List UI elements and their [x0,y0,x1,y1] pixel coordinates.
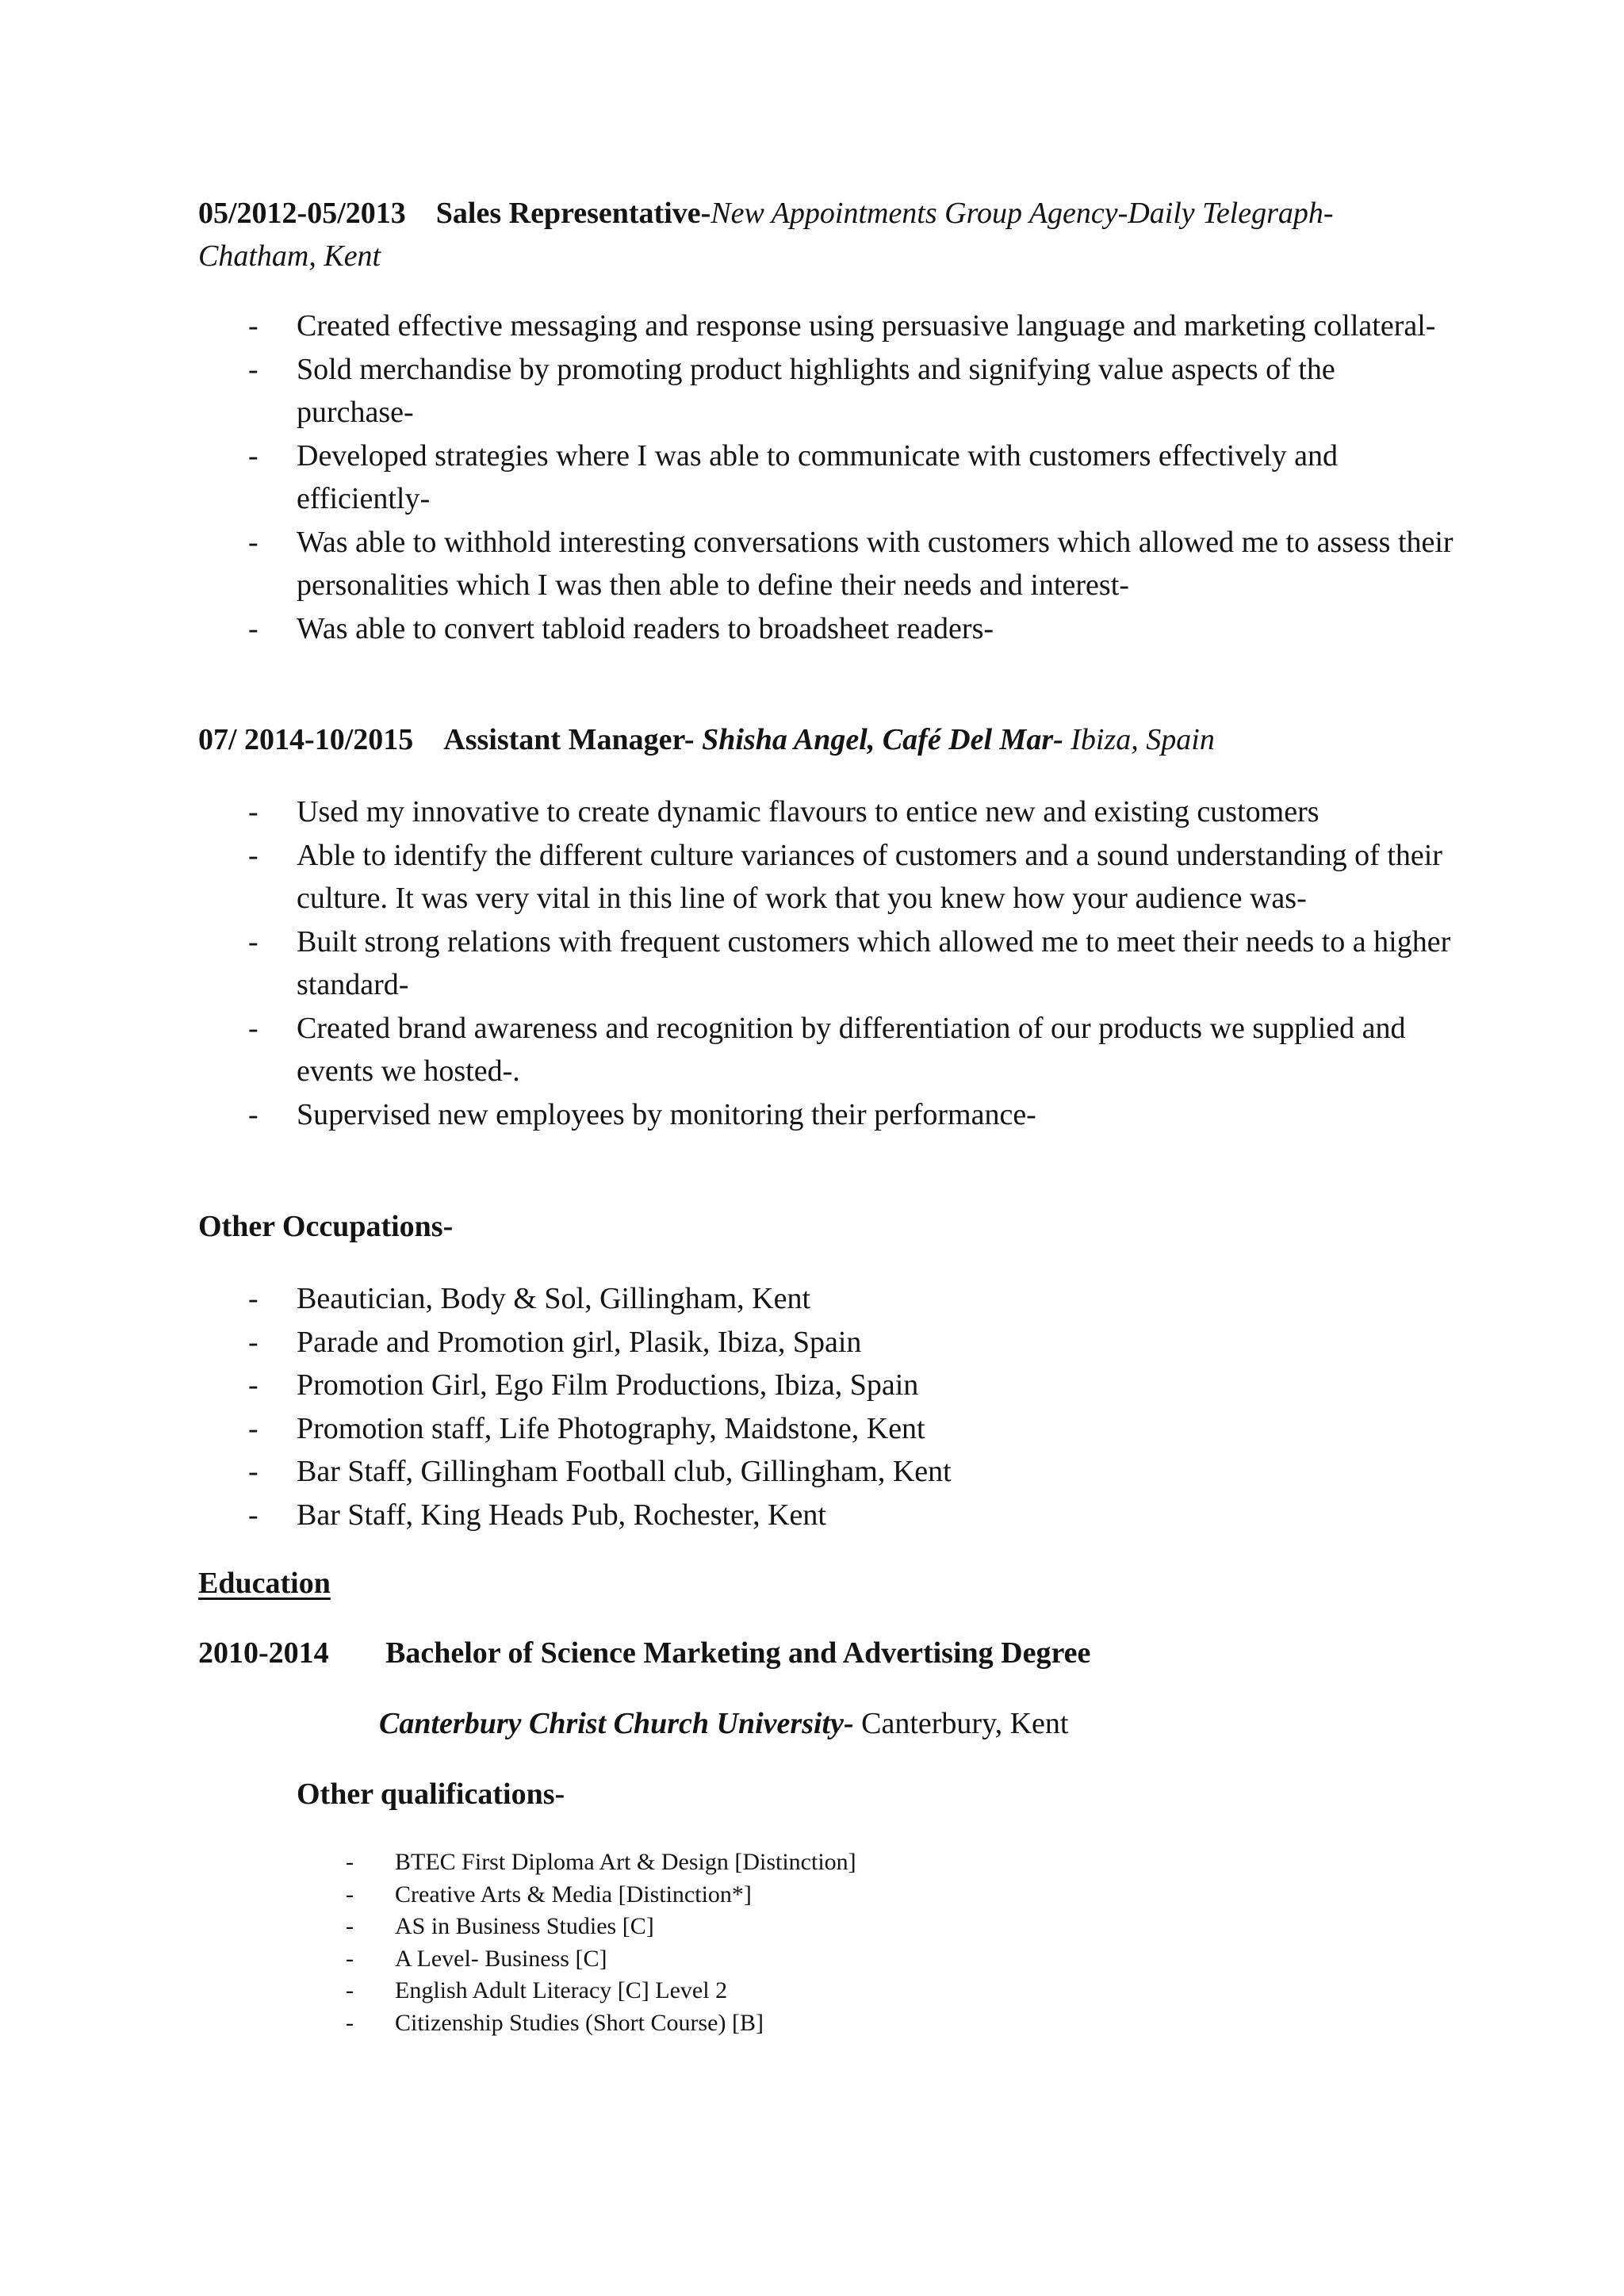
job1-bullet [0,607,1454,651]
bullet-dash: - [248,1282,259,1315]
qualification-item [0,2007,1624,2040]
job1-employer: New Appointments Group Agency-Daily Telegraph- [710,197,1334,230]
other-occupations-heading: Other Occupations- [198,1210,454,1243]
other-qualifications-heading: Other qualifications- [297,1777,565,1811]
bullet-dash: - [248,611,259,645]
occupation-item [0,1364,1454,1407]
bullet-dash: - [346,1945,354,1972]
job1-bullet [0,521,1454,607]
occupation-item-text: Bar Staff, Gillingham Football club, Gillingham, Kent [297,1455,952,1488]
bullet-dash: - [248,1455,259,1488]
qualification-item [0,1943,1624,1976]
job2-bullet-text: Used my innovative to create dynamic flavours to entice new and existing customers [297,795,1320,828]
job2-bullet [0,1007,1454,1093]
job1-bullet-text: Created effective messaging and response using persuasive language and marketing collateral- [297,309,1436,342]
occupation-item-text: Promotion staff, Life Photography, Maidstone, Kent [297,1411,925,1445]
job1-bullets [0,304,1624,650]
occupation-item [0,1494,1454,1537]
bullet-dash: - [248,309,259,342]
job2-dates: 07/ 2014-10/2015 [198,723,414,756]
occupation-item [0,1450,1454,1494]
job1-location: Chatham, Kent [198,239,381,273]
job2-bullets [0,790,1624,1136]
bullet-dash: - [248,1011,259,1045]
occupation-item [0,1321,1454,1364]
occupation-item [0,1277,1454,1321]
job1-dates: 05/2012-05/2013 [198,197,406,230]
job2-header [198,718,1215,761]
qualification-item [0,1879,1624,1911]
education-heading: Education [198,1567,331,1600]
job1-title: Sales Representative- [435,197,711,230]
occupation-item-text: Beautician, Body & Sol, Gillingham, Kent [297,1282,811,1315]
bullet-dash: - [248,838,259,872]
job2-bullet [0,1093,1454,1137]
bullet-dash: - [248,1498,259,1532]
qualification-item-text: A Level- Business [C] [395,1945,607,1972]
education-university-line [379,1702,1068,1745]
job2-title: Assistant Manager- [443,723,695,756]
education-university: Canterbury Christ Church University- [379,1707,854,1740]
bullet-dash: - [248,795,259,828]
qualification-item-text: Citizenship Studies (Short Course) [B] [395,2009,764,2036]
job2-bullet [0,834,1454,920]
bullet-dash: - [248,438,259,473]
job1-bullet-text: Was able to withhold interesting conversations with customers which allowed me to assess their personalities which I was then able to define their needs and interest- [297,525,1454,602]
education-degree: Bachelor of Science Marketing and Advertising Degree [385,1636,1091,1670]
occupation-item-text: Bar Staff, King Heads Pub, Rochester, Kent [297,1498,826,1532]
bullet-dash: - [346,1913,354,1940]
bullet-dash: - [346,1977,354,2004]
job2-location: Ibiza, Spain [1071,723,1215,756]
bullet-dash: - [248,924,259,959]
qualification-item [0,1975,1624,2007]
occupation-item-text: Parade and Promotion girl, Plasik, Ibiza, Spain [297,1325,862,1359]
job1-bullet-text: Was able to convert tabloid readers to broadsheet readers- [297,611,994,645]
other-occupations-list [0,1277,1624,1536]
job1-bullet [0,434,1454,521]
education-university-location: Canterbury, Kent [861,1707,1069,1740]
qualification-item-text: English Adult Literacy [C] Level 2 [395,1977,728,2004]
bullet-dash: - [248,1411,259,1445]
bullet-dash: - [248,525,259,559]
job1-header [198,192,1334,235]
qualification-item-text: BTEC First Diploma Art & Design [Distinction] [395,1849,856,1875]
bullet-dash: - [248,1368,259,1402]
job1-bullet [0,304,1454,348]
bullet-dash: - [248,1097,259,1131]
occupation-item [0,1407,1454,1451]
qualification-item [0,1911,1624,1943]
bullet-dash: - [248,1325,259,1359]
job2-bullet-text: Supervised new employees by monitoring their performance- [297,1097,1036,1131]
job1-bullet-text: Sold merchandise by promoting product highlights and signifying value aspects of the purchase- [297,352,1335,429]
job1-bullet [0,348,1454,434]
qualification-item-text: Creative Arts & Media [Distinction*] [395,1881,752,1908]
occupation-item-text: Promotion Girl, Ego Film Productions, Ibiza, Spain [297,1368,919,1402]
job2-bullet [0,790,1454,834]
job2-employer: Shisha Angel, Café Del Mar- [702,723,1063,756]
bullet-dash: - [346,1849,354,1875]
qualification-item [0,1846,1624,1879]
qualification-item-text: AS in Business Studies [C] [395,1913,654,1940]
bullet-dash: - [346,1881,354,1908]
job2-bullet-text: Created brand awareness and recognition by differentiation of our products we supplied and events we hosted-. [297,1011,1406,1088]
bullet-dash: - [248,352,259,386]
education-dates: 2010-2014 [198,1636,329,1670]
job2-bullet-text: Built strong relations with frequent customers which allowed me to meet their needs to a higher standard- [297,924,1451,1001]
bullet-dash: - [346,2009,354,2036]
job2-bullet-text: Able to identify the different culture variances of customers and a sound understanding of their culture. It was very vital in this line of work that you knew how your audience was- [297,838,1442,915]
job2-bullet [0,920,1454,1007]
job1-bullet-text: Developed strategies where I was able to communicate with customers effectively and efficiently- [297,438,1338,515]
qualifications-list [0,1846,1624,2040]
